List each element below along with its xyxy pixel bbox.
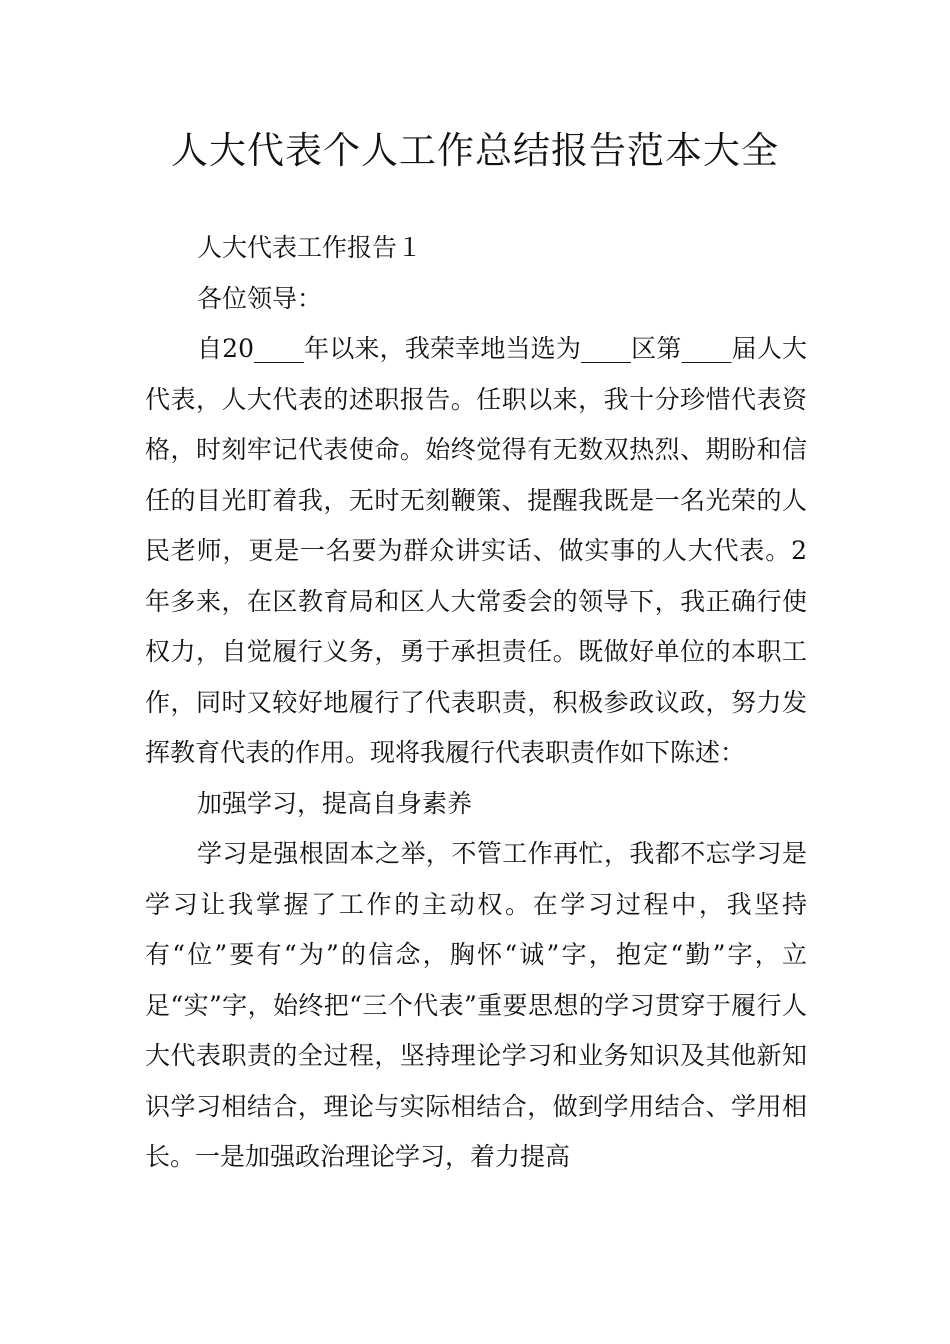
document-body [145,223,807,1183]
document-title: 人大代表个人工作总结报告范本大全 [171,129,779,172]
study-paragraph: 学习是强根固本之举，不管工作再忙，我都不忘学习是学习让我掌握了工作的主动权。在学习过程中，我坚持有“位”要有“为”的信念，胸怀“诚”字，抱定“勤”字，立足“实”字，始终把“三个代表”重要思想的学习贯穿于履行人大代表职责的全过程，坚持理论学习和业务知识及其他新知识学习相结合，理论与实际相结合，做到学用结合、学用相长。一是加强政治理论学习，着力提高 [145,839,807,1171]
intro-paragraph: 自20____年以来，我荣幸地当选为____区第____届人大代表，人大代表的述职报告。任职以来，我十分珍惜代表资格，时刻牢记代表使命。始终觉得有无数双热烈、期盼和信任的目光盯着我，无时无刻鞭策、提醒我既是一名光荣的人民老师，更是一名要为群众讲实话、做实事的人大代表。2年多来，在区教育局和区人大常委会的领导下，我正确行使权力，自觉履行义务，勇于承担责任。既做好单位的本职工作，同时又较好地履行了代表职责，积极参政议政，努力发挥教育代表的作用。现将我履行代表职责作如下陈述： [145,334,807,767]
report-heading-paragraph: 人大代表工作报告１ [197,233,423,262]
salutation-paragraph: 各位领导： [197,283,323,313]
section-heading-paragraph: 加强学习，提高自身素养 [197,788,473,818]
